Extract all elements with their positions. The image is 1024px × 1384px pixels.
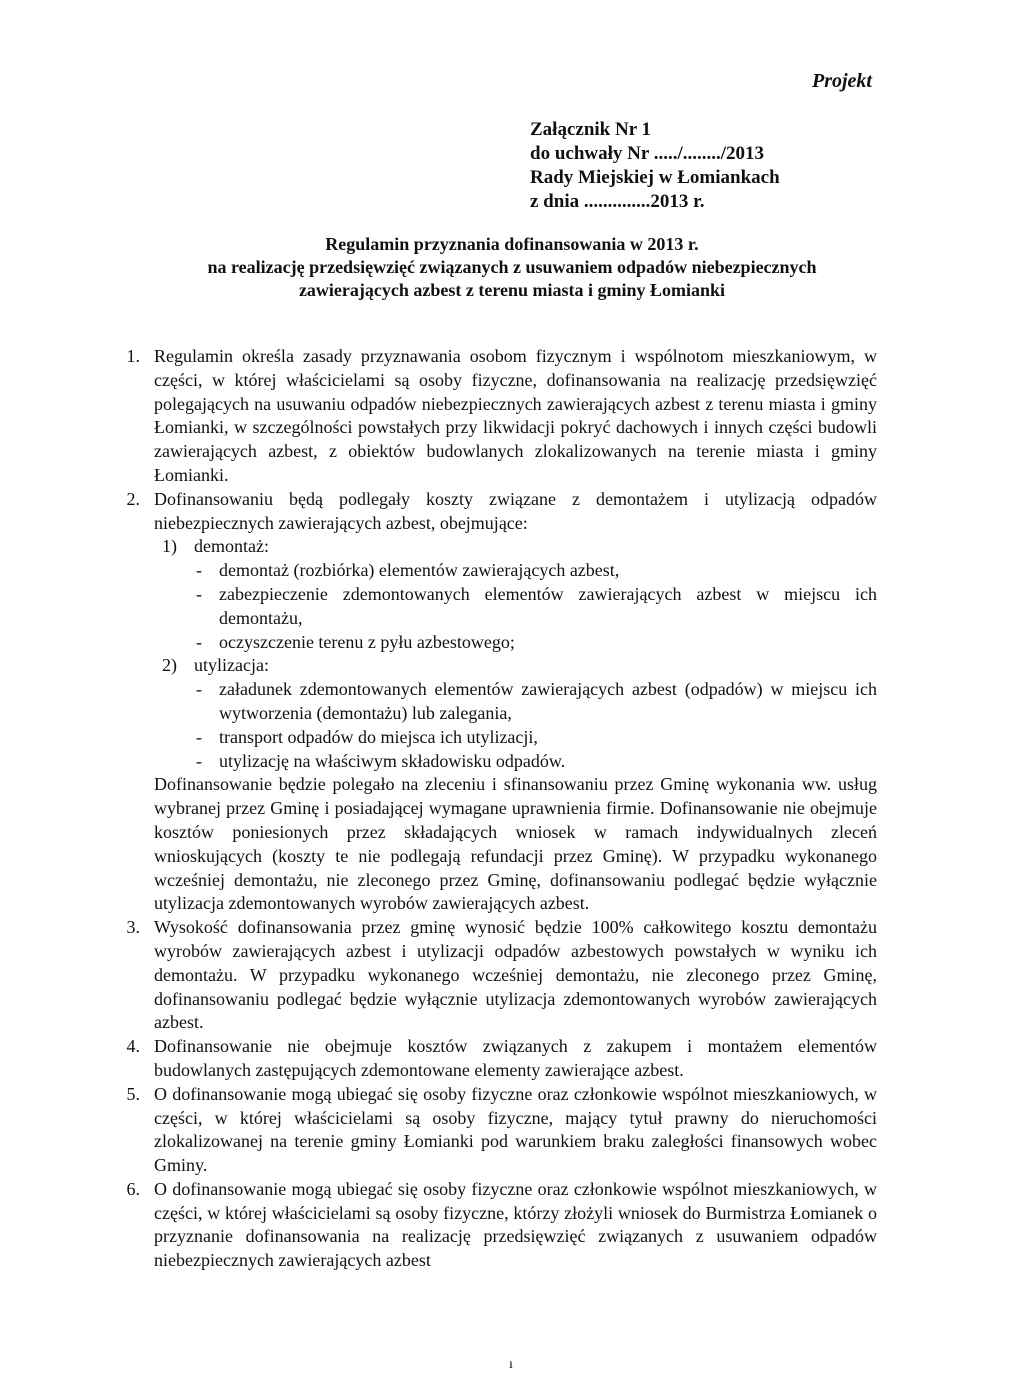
title-line: zawierających azbest z terenu miasta i gminy Łomianki bbox=[298, 280, 726, 300]
title-line: Regulamin przyznania dofinansowania w 2013 r. bbox=[325, 234, 699, 254]
section-text: O dofinansowanie mogą ubiegać się osoby fizyczne oraz członkowie wspólnot mieszkaniowych, w części, w której właścicielami są osoby fizyczne, którzy złożyli wniosek do Burmistrza Łomianek o przyznanie dofinansowania na realizację przedsięwzięć związanych z usuwaniem odpadów niebezpiecznych zawierających azbest bbox=[154, 1178, 877, 1271]
page-mark: ı bbox=[509, 1357, 513, 1372]
attachment-line: Rady Miejskiej w Łomiankach bbox=[530, 167, 780, 188]
section-closing: Dofinansowanie będzie polegało na zleceniu i sfinansowaniu przez Gminę wykonania ww. usług wybranej przez Gminę i posiadającej wymagane uprawnienia firmie. Dofinansowanie nie obejmuje kosztów poniesionych przez składających wniosek w ramach indywidualnych zleceń wnioskujących (koszty te nie podlegają refundacji przez Gminę). W przypadku wykonanego wcześniej demontażu, nie zleconego przez Gminę, dofinansowaniu podlegać będzie wyłącznie utylizacja zdemontowanych wyrobów zawierających azbest. bbox=[154, 774, 877, 914]
section-1 bbox=[110, 345, 877, 488]
section-number: 1. bbox=[126, 346, 140, 366]
regulation-body bbox=[110, 345, 877, 1273]
document-title bbox=[0, 233, 1024, 302]
attachment-line: do uchwały Nr ...../......../2013 bbox=[530, 143, 765, 164]
attachment-line: Załącznik Nr 1 bbox=[530, 119, 652, 140]
list-item: - zabezpieczenie zdemontowanych elementów zawierających azbest w miejscu ich demontażu, bbox=[196, 583, 877, 628]
draft-label: Projekt bbox=[812, 70, 872, 92]
section-3 bbox=[110, 916, 877, 1035]
subsection-label: demontaż: bbox=[194, 536, 269, 557]
list-item: - utylizację na właściwym składowisku odpadów. bbox=[196, 750, 566, 771]
list-item: - demontaż (rozbiórka) elementów zawierających azbest, bbox=[196, 560, 620, 581]
section-6 bbox=[110, 1178, 877, 1273]
subsection-label: utylizacja: bbox=[194, 655, 269, 676]
section-text: Regulamin określa zasady przyznawania osobom fizycznym i wspólnotom mieszkaniowym, w części, w której właścicielami są osoby fizyczne, dofinansowania na realizację przedsięwzięć polegających na usuwaniu odpadów niebezpiecznych zawierających azbest z terenu miasta i gminy Łomianki, w szczególności powstałych przy likwidacji pokryć dachowych i innych części budowli zawierających azbest, z obiektów budowlanych zlokalizowanych na terenie miasta i gminy Łomianki. bbox=[154, 346, 877, 485]
attachment-line: z dnia ..............2013 r. bbox=[530, 191, 705, 212]
section-number: 4. bbox=[126, 1036, 140, 1057]
section-4 bbox=[110, 1035, 877, 1083]
section-2 bbox=[110, 488, 877, 916]
list-item: - załadunek zdemontowanych elementów zawierających azbest (odpadów) w miejscu ich wytworzenia (demontażu) lub zalegania, bbox=[196, 679, 877, 723]
subsection-disposal bbox=[154, 654, 877, 773]
section-5 bbox=[110, 1083, 877, 1178]
attachment-header bbox=[530, 118, 780, 214]
title-line: na realizację przedsięwzięć związanych z usuwaniem odpadów niebezpiecznych bbox=[207, 257, 817, 277]
subsection-dismantling bbox=[154, 535, 877, 654]
section-number: 5. bbox=[126, 1083, 140, 1104]
section-number: 6. bbox=[126, 1178, 140, 1199]
list-item: - oczyszczenie terenu z pyłu azbestowego; bbox=[196, 631, 515, 652]
section-number: 2. bbox=[126, 488, 140, 509]
section-number: 3. bbox=[126, 917, 140, 938]
subsection-number: 2) bbox=[162, 655, 177, 676]
list-item: - transport odpadów do miejsca ich utylizacji, bbox=[196, 726, 538, 747]
section-text: O dofinansowanie mogą ubiegać się osoby fizyczne oraz członkowie wspólnot mieszkaniowych, w części, w której właścicielami są osoby fizyczne, mający tytuł prawny do nieruchomości zlokalizowanej na terenie gminy Łomianki pod warunkiem braku zaległości finansowych wobec Gminy. bbox=[154, 1083, 877, 1176]
subsection-number: 1) bbox=[162, 536, 177, 557]
section-text: Dofinansowanie nie obejmuje kosztów związanych z zakupem i montażem elementów budowlanych zastępujących zdemontowane elementy zawierające azbest. bbox=[154, 1036, 877, 1080]
section-intro: Dofinansowaniu będą podlegały koszty związane z demontażem i utylizacją odpadów niebezpiecznych zawierających azbest, obejmujące: bbox=[154, 488, 877, 533]
section-text: Wysokość dofinansowania przez gminę wynosić będzie 100% całkowitego kosztu demontażu wyrobów zawierających azbest i utylizacji odpadów azbestowych powstałych w wyniku ich demontażu. W przypadku wykonanego wcześniej demontażu, nie zleconego przez Gminę, dofinansowaniu podlegać będzie wyłącznie utylizacja zdemontowanych wyrobów zawierających azbest. bbox=[154, 917, 877, 1033]
